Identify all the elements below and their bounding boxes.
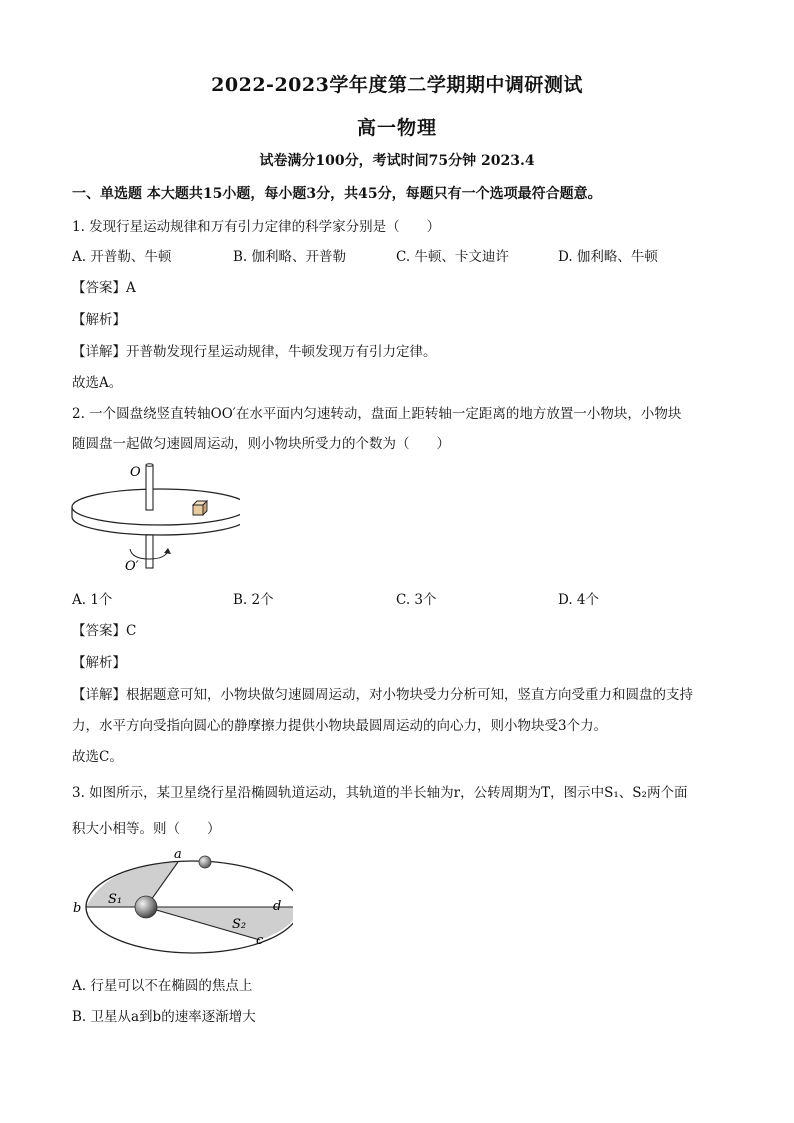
q3-option-a: A. 行星可以不在椭圆的焦点上 [72,978,253,994]
q2-stem-line1: 2. 一个圆盘绕竖直转轴OO′在水平面内匀速转动，盘面上距转轴一定距离的地方放置一小物块，小物块 [72,406,682,422]
area-label-s2: S₂ [232,917,247,932]
axis-label-top: O [130,465,141,480]
point-label-b: b [73,901,82,916]
rotating-disk-figure [60,455,240,580]
exam-title: 2022-2023学年度第二学期期中调研测试 [211,74,583,96]
q1-analysis: 【解析】 [72,312,126,328]
small-block [193,501,207,515]
q1-conclusion: 故选A。 [72,375,123,391]
q2-detail-line2: 力，水平方向受指向圆心的静摩擦力提供小物块最圆周运动的向心力，则小物块受3个力。 [72,718,608,734]
q2-option-a: A. 1个 [72,592,113,608]
elliptical-orbit-figure [68,842,293,972]
axis-label-bottom: O′ [125,559,139,574]
q2-analysis: 【解析】 [72,655,126,671]
section-heading: 一、单选题 本大题共15小题，每小题3分，共45分，每题只有一个选项最符合题意。 [72,186,602,202]
point-label-d: d [273,899,282,914]
satellite [199,856,211,868]
q1-detail: 【详解】开普勒发现行星运动规律，牛顿发现万有引力定律。 [72,344,437,360]
q2-detail-line1: 【详解】根据题意可知，小物块做匀速圆周运动，对小物块受力分析可知，竖直方向受重力和圆盘的支持 [72,687,693,703]
q1-option-b: B. 伽利略、开普勒 [233,249,347,265]
area-label-s1: S₁ [108,892,123,907]
point-label-a: a [174,847,182,862]
q1-answer: 【答案】A [72,280,136,296]
q2-option-c: C. 3个 [396,592,437,608]
point-label-c: c [256,933,264,948]
q2-stem-line2: 随圆盘一起做匀速圆周运动，则小物块所受力的个数为（ ） [72,436,450,452]
q2-answer: 【答案】C [72,623,137,639]
q1-stem: 1. 发现行星运动规律和万有引力定律的科学家分别是（ ） [72,219,441,235]
q2-option-b: B. 2个 [233,592,274,608]
q1-option-d: D. 伽利略、牛顿 [558,249,658,265]
q3-stem-line2: 积大小相等。则（ ） [72,821,221,837]
area-s2 [146,907,293,940]
q3-option-b: B. 卫星从a到b的速率逐渐增大 [72,1009,256,1025]
q2-conclusion: 故选C。 [72,749,123,765]
exam-subject: 高一物理 [356,117,437,139]
exam-info: 试卷满分100分，考试时间75分钟 2023.4 [259,153,535,169]
planet [135,896,157,918]
q2-option-d: D. 4个 [558,592,600,608]
q1-option-c: C. 牛顿、卡文迪许 [396,249,509,265]
q1-option-a: A. 开普勒、牛顿 [72,249,172,265]
q3-stem-line1: 3. 如图所示，某卫星绕行星沿椭圆轨道运动，其轨道的半长轴为r，公转周期为T，图示中S₁、S₂两个面 [72,785,688,801]
